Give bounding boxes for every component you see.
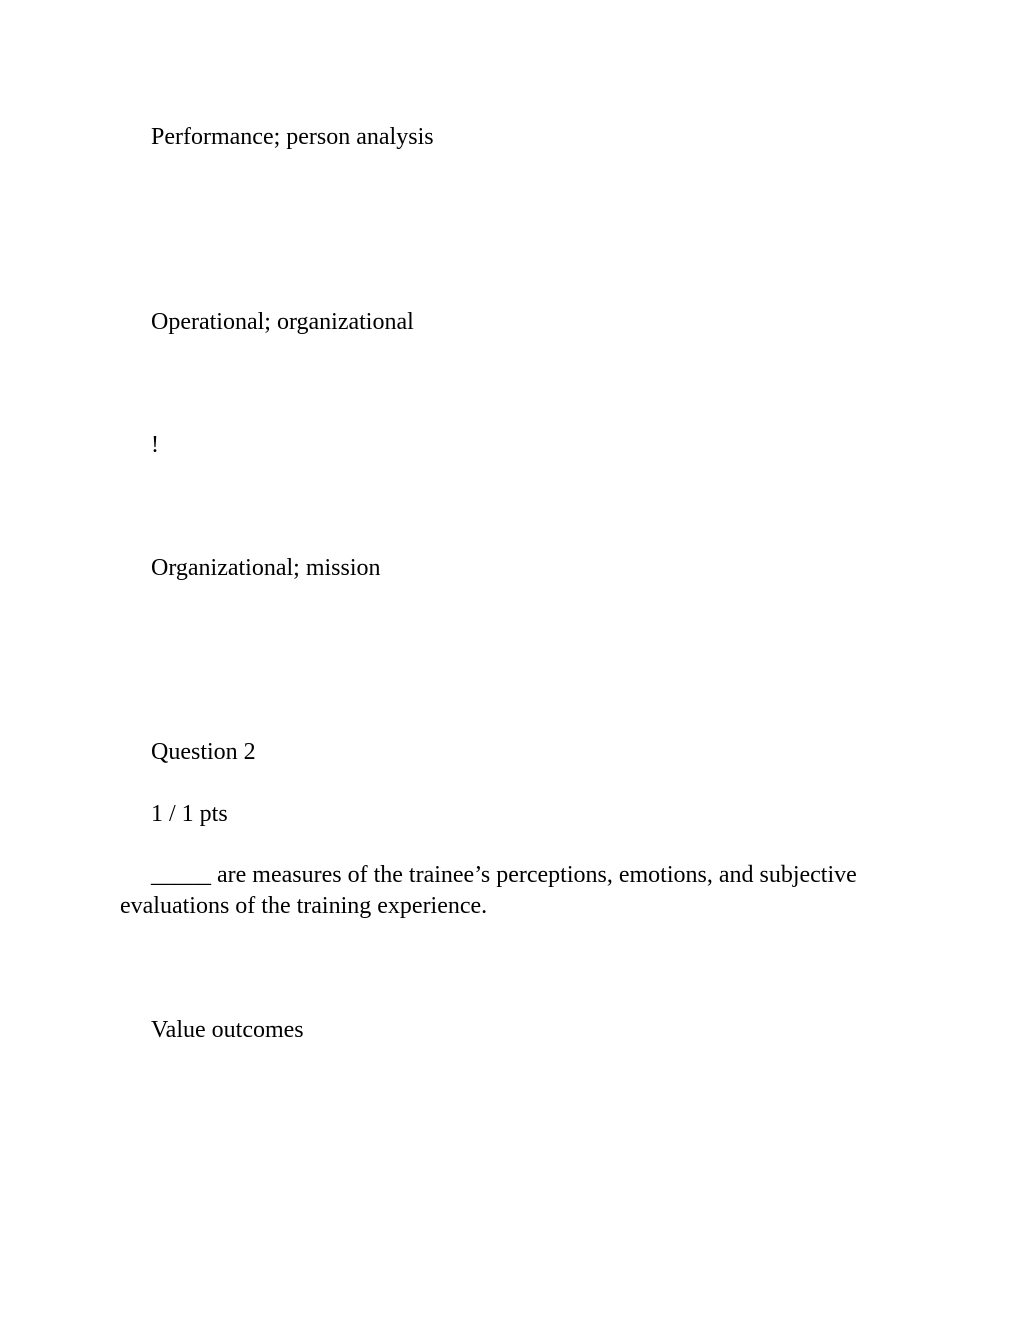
- question-points: 1 / 1 pts: [151, 801, 228, 827]
- question-prompt: _____ are measures of the trainee’s perceptions, emotions, and subjective evaluations of the training experience.: [120, 862, 857, 919]
- answer-option: Operational; organizational: [151, 309, 414, 335]
- answer-option: Performance; person analysis: [151, 124, 434, 150]
- question-title: Question 2: [151, 739, 256, 765]
- answer-option: Value outcomes: [151, 1017, 304, 1043]
- answer-marker: !: [151, 432, 159, 458]
- answer-option: Organizational; mission: [151, 555, 381, 581]
